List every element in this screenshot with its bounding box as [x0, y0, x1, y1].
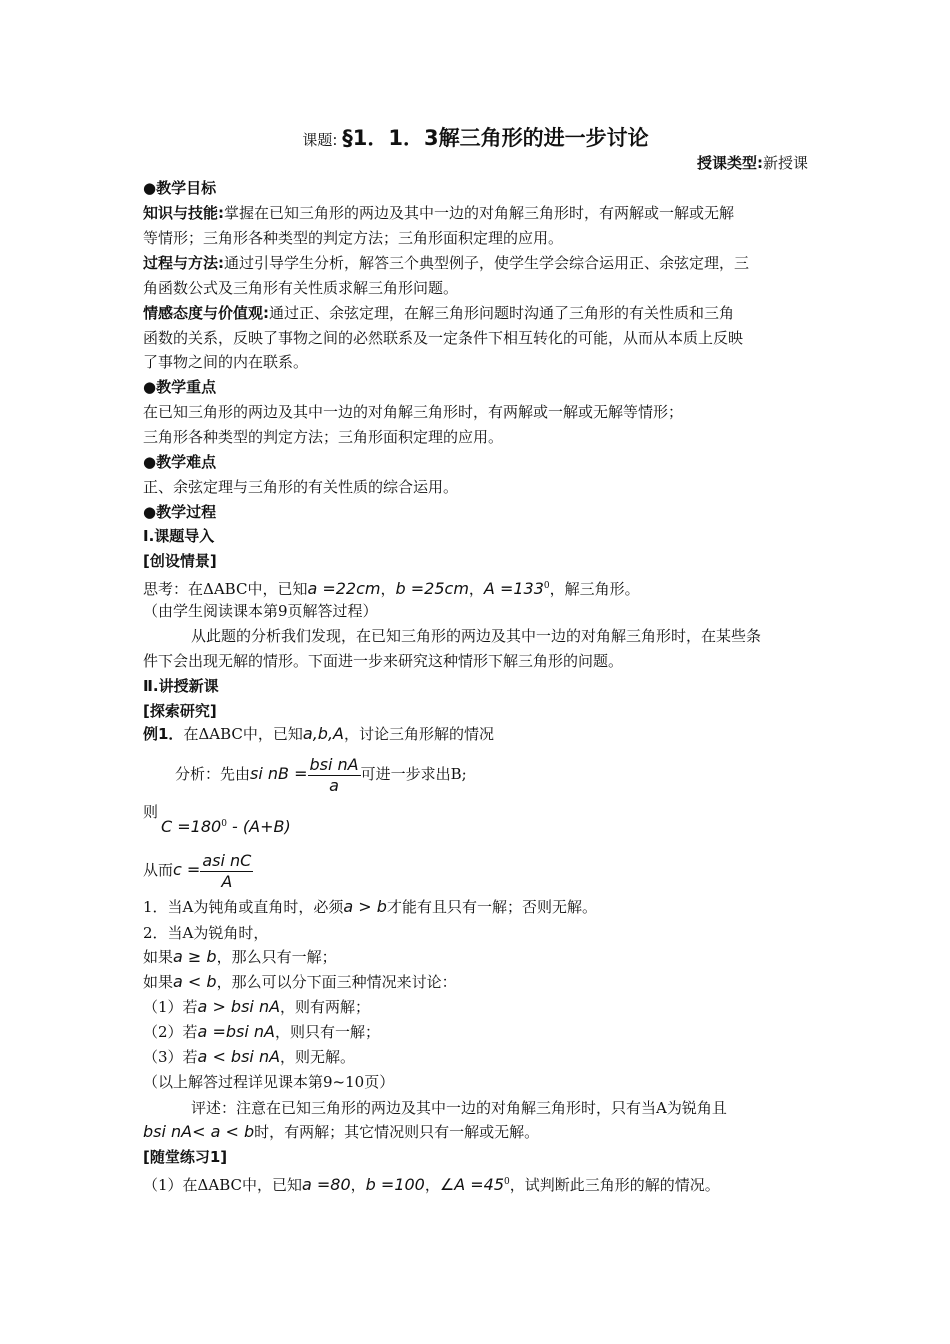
- think-angle: A =133: [483, 579, 544, 598]
- emotion-line-2: 函数的关系，反映了事物之间的必然联系及一定条件下相互转化的可能，从而从本质上反映: [143, 329, 744, 347]
- knowledge-text-1: 掌握在已知三角形的两边及其中一边的对角解三角形时，有两解或一解或无解: [224, 204, 735, 222]
- note-1: （由学生阅读课本第9页解答过程）: [143, 602, 378, 620]
- example-1-vars: a,b,A: [302, 724, 344, 743]
- example-1-post: ，讨论三角形解的情况: [343, 725, 494, 743]
- then-label: 则: [143, 803, 159, 821]
- sub-case-1-cond: a > bsi nA: [197, 997, 281, 1016]
- comment-post: 时，有两解；其它情况则只有一解或无解。: [254, 1123, 540, 1141]
- emotion-line-3: 了事物之间的内在联系。: [143, 353, 309, 371]
- sub-case-2-cond: a =bsi nA: [197, 1022, 275, 1041]
- example-1: [143, 722, 808, 746]
- practice-1-a: a =80: [302, 1175, 351, 1194]
- analysis-line-1: 从此题的分析我们发现，在已知三角形的两边及其中一边的对角解三角形时，在某些条: [191, 627, 762, 645]
- if-1-cond: a ≥ b: [173, 947, 217, 966]
- sub-case-3-cond: a < bsi nA: [197, 1047, 281, 1066]
- think-b: b =25cm: [395, 579, 469, 598]
- sub-case-1-post: ，则有两解；: [280, 998, 371, 1016]
- example-1-pre: 在ΔABC中，已知: [183, 725, 303, 743]
- analysis-pre: 分析：先由: [175, 765, 251, 783]
- comment-line-1: 评述：注意在已知三角形的两边及其中一边的对角解三角形时，只有当A为锐角且: [191, 1099, 727, 1117]
- comment-line-2: [143, 1120, 808, 1144]
- part2-heading: Ⅱ.讲授新课: [143, 677, 219, 695]
- practice-1-angle: ∠A =45: [439, 1175, 505, 1194]
- part1-heading: Ⅰ.课题导入: [143, 527, 215, 545]
- scenario-heading: [创设情景]: [143, 552, 217, 570]
- sub-case-3: [143, 1045, 808, 1069]
- c-formula-right: - (A+B): [226, 817, 291, 836]
- note-2: （以上解答过程详见课本第9~10页）: [143, 1073, 395, 1091]
- practice-1-post: ，试判断此三角形的解的情况。: [509, 1176, 720, 1194]
- if-2-post: ，那么可以分下面三种情况来讨论：: [216, 973, 457, 991]
- thus-label: 从而: [143, 861, 174, 879]
- sub-case-3-post: ，则无解。: [280, 1048, 356, 1066]
- example-1-label: 例1．: [143, 725, 184, 743]
- case-1-pre: 1．当A为钝角或直角时，必须: [143, 898, 344, 916]
- key-points-heading: ●教学重点: [143, 378, 217, 396]
- think-sep-1: ，: [380, 580, 396, 598]
- sub-case-1: [143, 995, 808, 1019]
- practice-1-sep-2: ，: [424, 1176, 440, 1194]
- course-type-label: 授课类型:: [696, 154, 763, 172]
- analysis-post: 可进一步求出B;: [360, 765, 467, 783]
- analysis-lhs: si nB =: [250, 764, 308, 783]
- practice-1-sep-1: ，: [350, 1176, 366, 1194]
- process-label: 过程与方法:: [143, 254, 224, 272]
- practice-1: [143, 1170, 808, 1197]
- think-post: ，解三角形。: [549, 580, 640, 598]
- comment-cond: bsi nA< a < b: [143, 1122, 255, 1141]
- case-1: [143, 895, 808, 919]
- if-2-pre: 如果: [143, 973, 174, 991]
- sub-case-1-pre: （1）若: [143, 998, 198, 1016]
- process-line-1: [143, 251, 808, 275]
- sub-case-3-pre: （3）若: [143, 1048, 198, 1066]
- knowledge-line-1: [143, 201, 808, 225]
- analysis-line-2: 件下会出现无解的情形。下面进一步来研究这种情形下解三角形的问题。: [143, 652, 624, 670]
- knowledge-line-2: 等情形；三角形各种类型的判定方法；三角形面积定理的应用。: [143, 229, 564, 247]
- c-formula-left: C =180: [161, 817, 222, 836]
- key-points-line-1: 在已知三角形的两边及其中一边的对角解三角形时，有两解或一解或无解等情形；: [143, 403, 684, 421]
- practice-1-b: b =100: [365, 1175, 425, 1194]
- c-formula: [161, 812, 826, 839]
- think-a: a =22cm: [307, 579, 381, 598]
- case-2: 2．当A为锐角时，: [143, 924, 269, 942]
- case-1-cond: a > b: [343, 897, 387, 916]
- sub-case-2-post: ，则只有一解；: [274, 1023, 380, 1041]
- emotion-line-1: [143, 301, 808, 325]
- sub-case-2: [143, 1020, 808, 1044]
- process-line-2: 角函数公式及三角形有关性质求解三角形问题。: [143, 279, 459, 297]
- thus-fraction: [200, 851, 253, 892]
- analysis-numerator: bsi nA: [309, 754, 359, 774]
- if-1-post: ，那么只有一解；: [216, 948, 337, 966]
- process-heading: ●教学过程: [143, 503, 217, 521]
- practice-1-degree: 0: [504, 1177, 510, 1187]
- course-type: [697, 152, 808, 173]
- practice-heading: [随堂练习1]: [143, 1148, 228, 1166]
- think-degree: 0: [543, 581, 550, 591]
- analysis-denominator: a: [329, 775, 339, 795]
- explore-heading: [探索研究]: [143, 702, 217, 720]
- think-question: [143, 574, 808, 601]
- thus-numerator: asi nC: [202, 850, 252, 870]
- lesson-title: [143, 124, 808, 154]
- title-text: §1．1．3解三角形的进一步讨论: [342, 126, 649, 150]
- thus-denominator: A: [221, 871, 233, 891]
- if-2-cond: a < b: [173, 972, 217, 991]
- thus-formula: [143, 848, 808, 892]
- sub-case-2-pre: （2）若: [143, 1023, 198, 1041]
- objectives-heading: ●教学目标: [143, 179, 217, 197]
- difficulties-line-1: 正、余弦定理与三角形的有关性质的综合运用。: [143, 478, 459, 496]
- title-prefix: 课题:: [302, 131, 338, 149]
- course-type-value: 新授课: [762, 154, 808, 172]
- key-points-line-2: 三角形各种类型的判定方法；三角形面积定理的应用。: [143, 428, 504, 446]
- difficulties-heading: ●教学难点: [143, 453, 217, 471]
- case-1-post: 才能有且只有一解；否则无解。: [386, 898, 597, 916]
- c-formula-degree: 0: [221, 819, 227, 829]
- emotion-label: 情感态度与价值观:: [143, 304, 269, 322]
- practice-1-pre: （1）在ΔABC中，已知: [143, 1176, 302, 1194]
- think-sep-2: ，: [468, 580, 484, 598]
- analysis-formula: [143, 752, 840, 796]
- knowledge-label: 知识与技能:: [143, 204, 224, 222]
- emotion-text-1: 通过正、余弦定理，在解三角形问题时沟通了三角形的有关性质和三角: [269, 304, 735, 322]
- process-text-1: 通过引导学生分析，解答三个典型例子，使学生学会综合运用正、余弦定理，三: [224, 254, 750, 272]
- if-2: [143, 970, 808, 994]
- if-1: [143, 945, 808, 969]
- analysis-fraction: [308, 755, 361, 796]
- thus-lhs: c =: [173, 860, 201, 879]
- if-1-pre: 如果: [143, 948, 174, 966]
- think-pre: 思考：在ΔABC中，已知: [143, 580, 308, 598]
